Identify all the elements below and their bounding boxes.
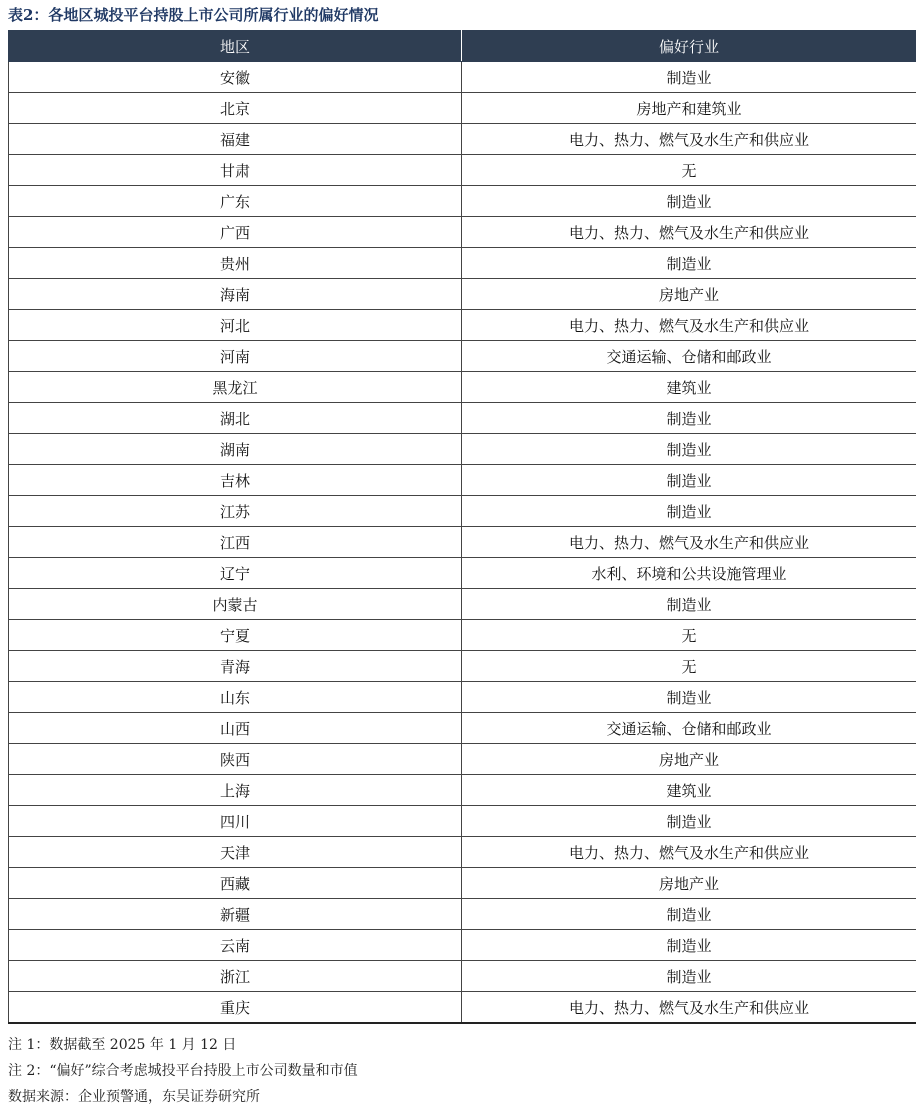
table-row [9,217,916,248]
region-cell: 海南 [9,279,462,310]
column-header-region: 地区 [9,31,462,62]
table-row [9,310,916,341]
region-cell: 江苏 [9,496,462,527]
industry-cell: 制造业 [462,465,916,496]
region-cell: 四川 [9,806,462,837]
industry-cell: 电力、热力、燃气及水生产和供应业 [462,992,916,1024]
region-cell: 黑龙江 [9,372,462,403]
region-cell: 贵州 [9,248,462,279]
table-row [9,124,916,155]
table-row [9,744,916,775]
region-cell: 新疆 [9,899,462,930]
table-row [9,372,916,403]
region-cell: 河南 [9,341,462,372]
table-row [9,713,916,744]
industry-cell: 房地产业 [462,744,916,775]
table-row [9,465,916,496]
industry-cell: 制造业 [462,62,916,93]
region-cell: 内蒙古 [9,589,462,620]
industry-cell: 制造业 [462,403,916,434]
table-row [9,403,916,434]
table-row [9,93,916,124]
region-cell: 上海 [9,775,462,806]
industry-cell: 房地产业 [462,868,916,899]
table-row [9,186,916,217]
region-cell: 福建 [9,124,462,155]
note-2: 注 2：“偏好”综合考虑城投平台持股上市公司数量和市值 [8,1058,358,1084]
industry-cell: 制造业 [462,434,916,465]
industry-cell: 交通运输、仓储和邮政业 [462,341,916,372]
region-cell: 西藏 [9,868,462,899]
industry-cell: 水利、环境和公共设施管理业 [462,558,916,589]
industry-cell: 电力、热力、燃气及水生产和供应业 [462,837,916,868]
industry-cell: 电力、热力、燃气及水生产和供应业 [462,124,916,155]
industry-cell: 无 [462,155,916,186]
table-row [9,248,916,279]
industry-cell: 房地产业 [462,279,916,310]
note-1: 注 1：数据截至 2025 年 1 月 12 日 [8,1032,358,1058]
region-cell: 陕西 [9,744,462,775]
table-row [9,279,916,310]
industry-cell: 无 [462,620,916,651]
industry-cell: 制造业 [462,589,916,620]
region-cell: 广西 [9,217,462,248]
industry-cell: 建筑业 [462,372,916,403]
table-row [9,806,916,837]
table-row [9,868,916,899]
region-cell: 辽宁 [9,558,462,589]
region-cell: 山东 [9,682,462,713]
industry-cell: 制造业 [462,806,916,837]
table-row [9,651,916,682]
region-cell: 云南 [9,930,462,961]
region-cell: 青海 [9,651,462,682]
industry-cell: 制造业 [462,930,916,961]
table-header-row [9,31,916,62]
table-row [9,341,916,372]
region-cell: 浙江 [9,961,462,992]
table-row [9,558,916,589]
region-cell: 重庆 [9,992,462,1024]
region-cell: 江西 [9,527,462,558]
region-cell: 湖南 [9,434,462,465]
region-cell: 甘肃 [9,155,462,186]
table-row [9,620,916,651]
industry-cell: 制造业 [462,961,916,992]
data-source: 数据来源：企业预警通，东吴证券研究所 [8,1084,358,1110]
region-cell: 安徽 [9,62,462,93]
table-row [9,992,916,1024]
table-row [9,837,916,868]
notes-block [8,1032,358,1110]
industry-cell: 电力、热力、燃气及水生产和供应业 [462,527,916,558]
table-row [9,155,916,186]
industry-cell: 房地产和建筑业 [462,93,916,124]
table-row [9,899,916,930]
region-cell: 湖北 [9,403,462,434]
region-cell: 天津 [9,837,462,868]
industry-cell: 制造业 [462,248,916,279]
industry-cell: 无 [462,651,916,682]
region-cell: 北京 [9,93,462,124]
region-cell: 吉林 [9,465,462,496]
table-row [9,961,916,992]
region-cell: 广东 [9,186,462,217]
industry-cell: 制造业 [462,682,916,713]
table-row [9,527,916,558]
table-row [9,434,916,465]
table-row [9,930,916,961]
industry-cell: 制造业 [462,899,916,930]
column-header-industry: 偏好行业 [462,31,916,62]
industry-cell: 电力、热力、燃气及水生产和供应业 [462,217,916,248]
table-row [9,496,916,527]
industry-cell: 制造业 [462,186,916,217]
region-cell: 河北 [9,310,462,341]
table-row [9,775,916,806]
table-caption: 表2：各地区城投平台持股上市公司所属行业的偏好情况 [8,4,378,26]
industry-cell: 建筑业 [462,775,916,806]
industry-cell: 电力、热力、燃气及水生产和供应业 [462,310,916,341]
industry-preference-table [8,30,916,1024]
industry-cell: 交通运输、仓储和邮政业 [462,713,916,744]
region-cell: 宁夏 [9,620,462,651]
industry-cell: 制造业 [462,496,916,527]
table-row [9,682,916,713]
table-body [9,62,916,1024]
table-row [9,589,916,620]
table-row [9,62,916,93]
region-cell: 山西 [9,713,462,744]
